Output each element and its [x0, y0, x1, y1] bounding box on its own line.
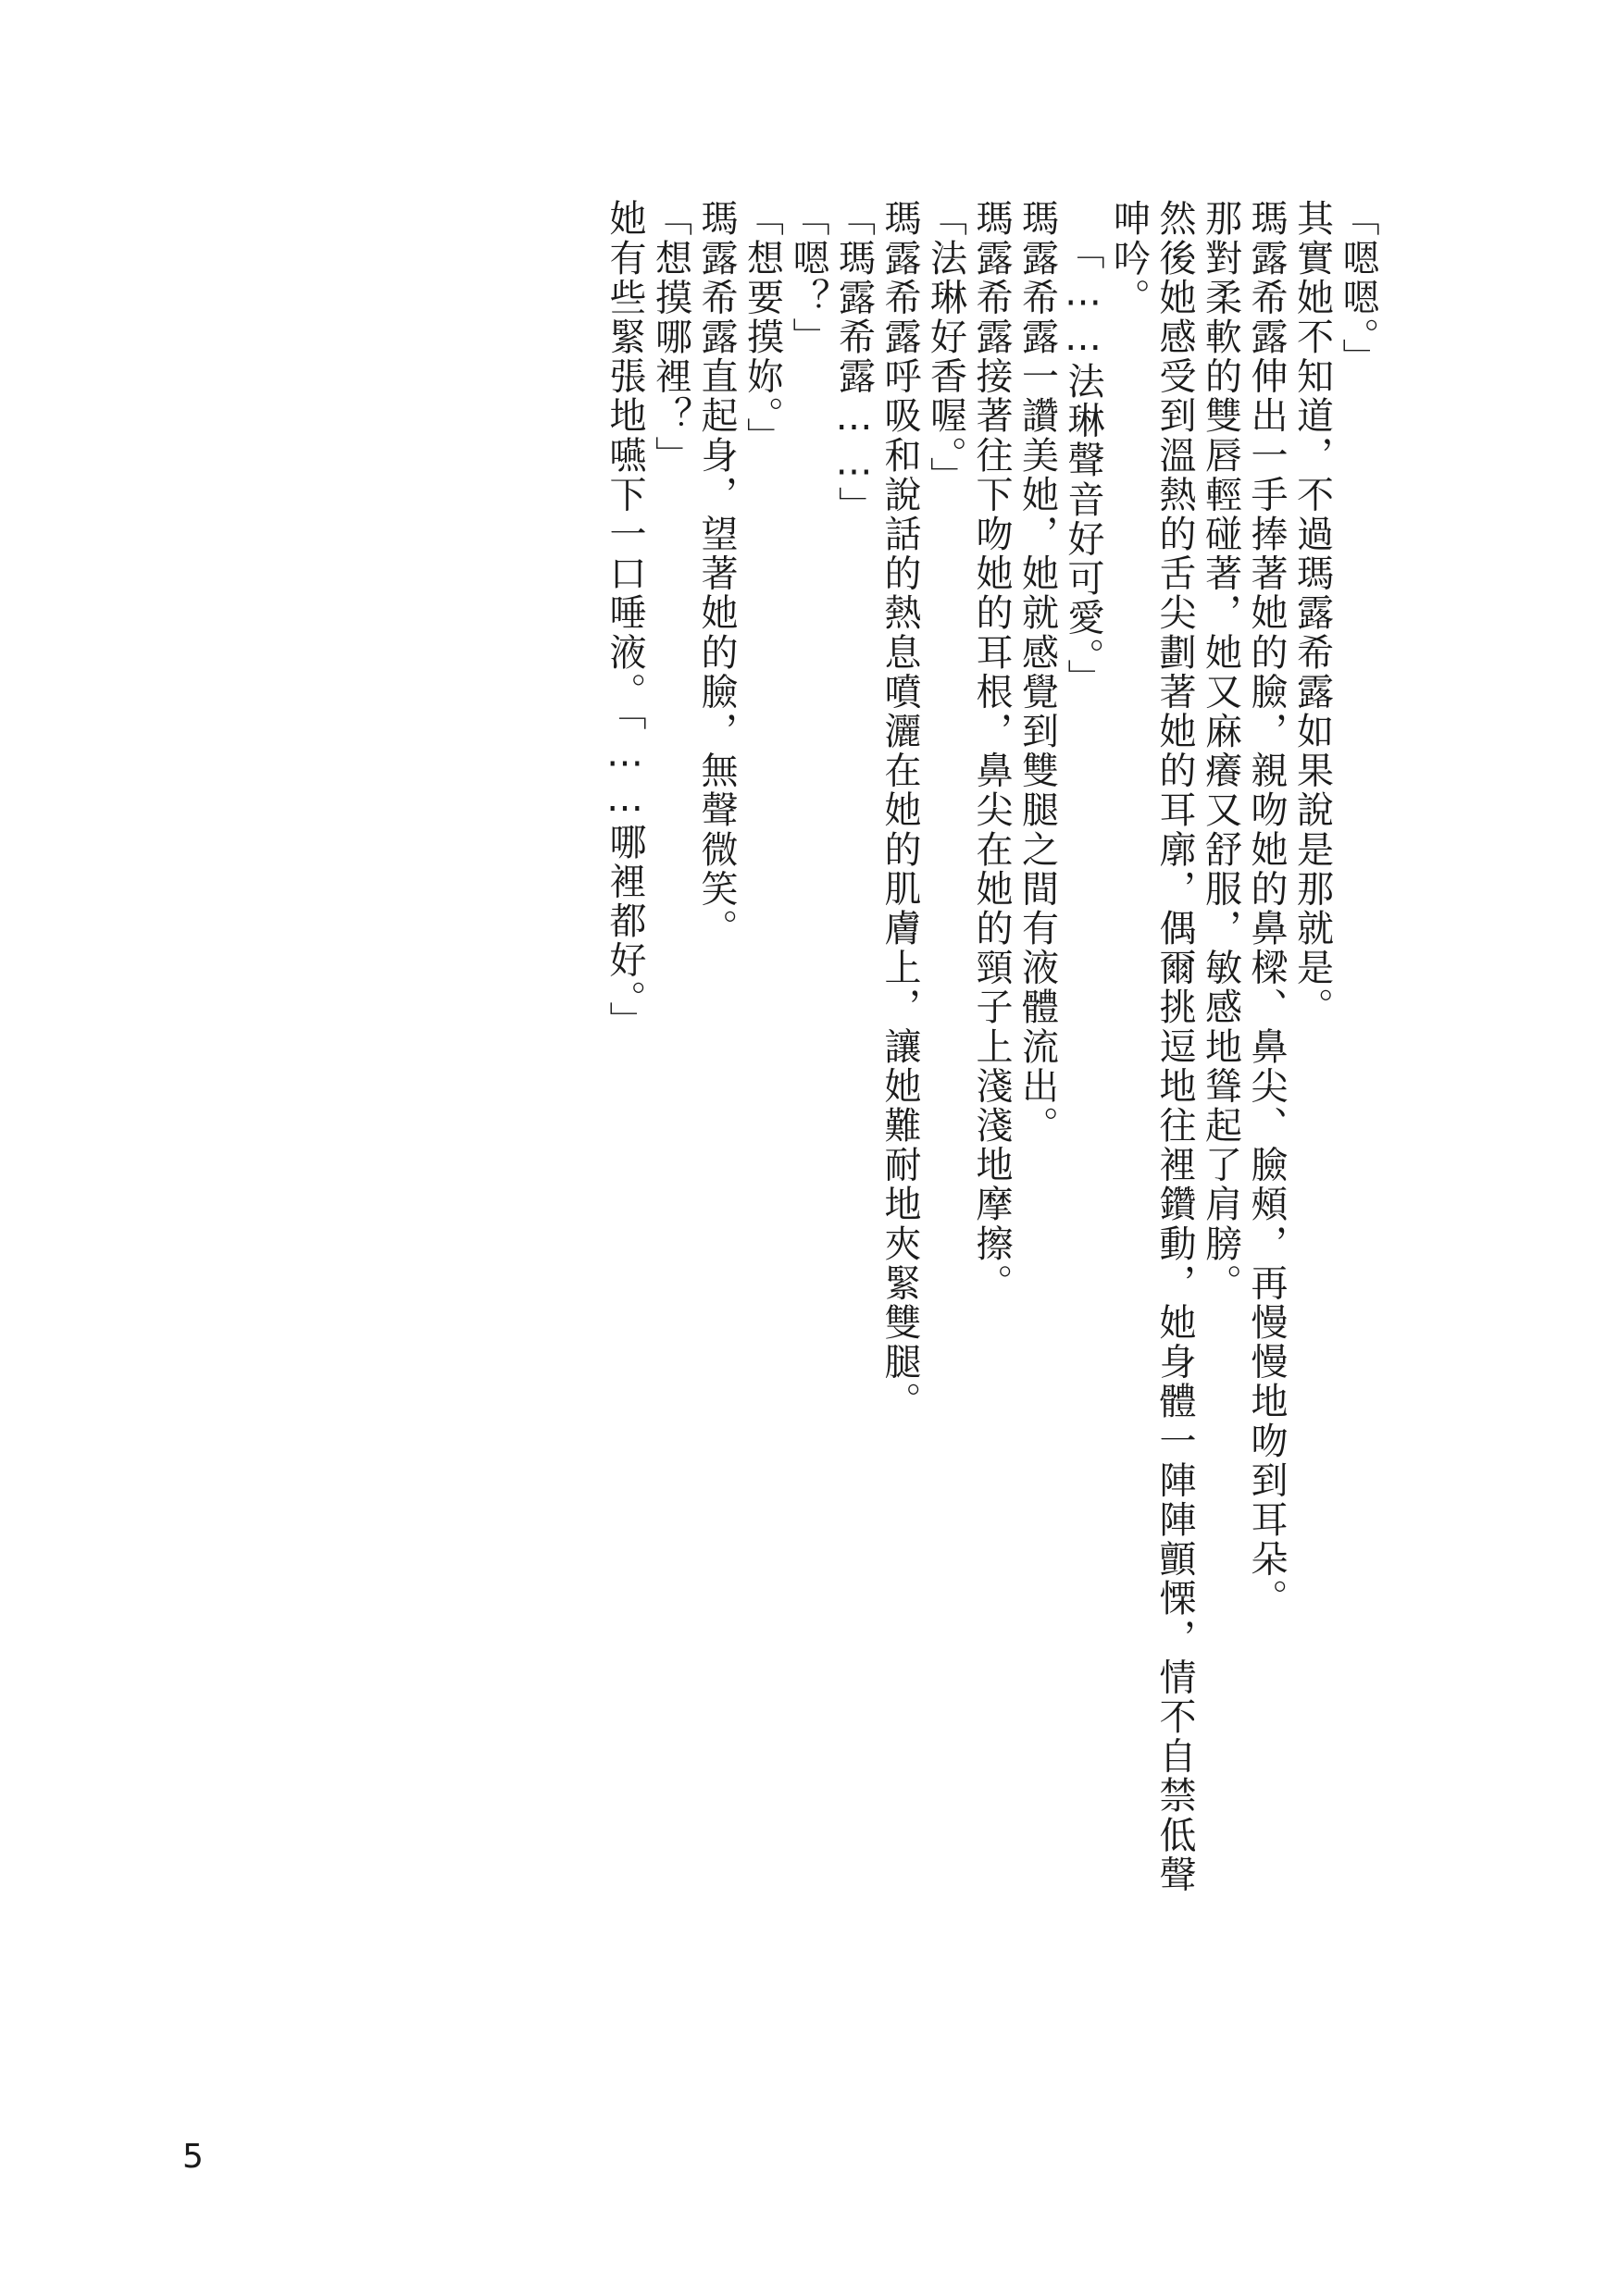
paragraph: 然後她感受到溫熱的舌尖劃著她的耳廓，偶爾挑逗地往裡鑽動，她身體一陣陣顫慄，情不自禁低聲呻吟。: [1107, 199, 1196, 1894]
paragraph: 「……法琳聲音好可愛。」: [1062, 232, 1104, 699]
page-number: 5: [182, 2138, 204, 2176]
paragraph: 「嗯嗯。」: [1337, 199, 1379, 378]
paragraph: 「法琳好香喔。」: [924, 199, 967, 496]
paragraph: 「想摸哪裡？」: [649, 199, 692, 476]
paragraph: 瑪露希露一讚美她，她就感覺到雙腿之間有液體流出。: [1015, 199, 1059, 1146]
paragraph: 瑪露希露接著往下吻她的耳根，鼻尖在她的頸子上淺淺地摩擦。: [970, 199, 1013, 1303]
paragraph: 那對柔軟的雙唇輕碰著，她又麻癢又舒服，敏感地聳起了肩膀。: [1199, 199, 1242, 1303]
paragraph: 瑪露希露直起身，望著她的臉，無聲微笑。: [695, 199, 738, 949]
paragraph: 「想要摸妳。」: [741, 199, 784, 457]
paragraph: 瑪露希露伸出一手捧著她的臉，親吻她的鼻樑、鼻尖、臉頰，再慢慢地吻到耳朵。: [1245, 199, 1288, 1619]
paragraph: 「瑪露希露……」: [832, 199, 876, 526]
paragraph: 「嗯？」: [787, 199, 829, 357]
paragraph: 她有些緊張地嚥下一口唾液。「……哪裡都好。」: [604, 199, 646, 1041]
vertical-text-body: [602, 199, 1381, 1911]
paragraph: 其實她不知道，不過瑪露希露如果說是那就是。: [1290, 199, 1334, 1027]
paragraph: 瑪露希露呼吸和說話的熱息噴灑在她的肌膚上，讓她難耐地夾緊雙腿。: [878, 199, 921, 1421]
